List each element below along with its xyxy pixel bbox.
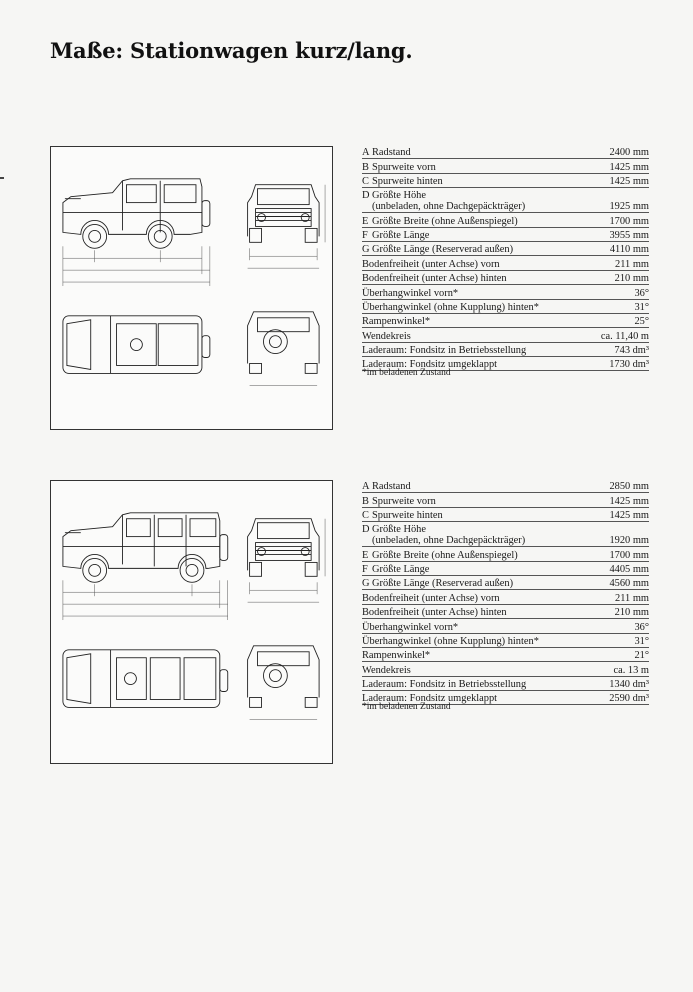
vehicle-drawing-long bbox=[51, 481, 332, 763]
footnote: *im beladenen Zustand bbox=[362, 368, 451, 378]
table-row: B Spurweite vorn 1425 mm bbox=[362, 159, 649, 173]
table-row: C Spurweite hinten 1425 mm bbox=[362, 507, 649, 521]
table-row: E Größte Breite (ohne Außenspiegel) 1700 mm bbox=[362, 213, 649, 227]
table-row: A Radstand 2850 mm bbox=[362, 479, 649, 493]
table-row: Überhangwinkel (ohne Kupplung) hinten* 31° bbox=[362, 299, 649, 313]
table-row: C Spurweite hinten 1425 mm bbox=[362, 173, 649, 187]
table-row: F Größte Länge 4405 mm bbox=[362, 561, 649, 575]
table-row: Überhangwinkel vorn* 36° bbox=[362, 285, 649, 299]
table-row: D Größte Höhe (unbeladen, ohne Dachgepäckträger) 1920 mm bbox=[362, 522, 649, 547]
footnote: *im beladenen Zustand bbox=[362, 702, 451, 712]
table-row: G Größte Länge (Reserverad außen) 4560 mm bbox=[362, 575, 649, 589]
table-row: B Spurweite vorn 1425 mm bbox=[362, 493, 649, 507]
drawing-short-wagon bbox=[50, 146, 333, 430]
table-row: Bodenfreiheit (unter Achse) vorn 211 mm bbox=[362, 590, 649, 604]
table-row: Bodenfreiheit (unter Achse) vorn 211 mm bbox=[362, 256, 649, 270]
table-row: Bodenfreiheit (unter Achse) hinten 210 mm bbox=[362, 270, 649, 284]
page-title: Maße: Stationwagen kurz/lang. bbox=[50, 38, 413, 63]
table-row: Laderaum: Fondsitz in Betriebsstellung 743 dm³ bbox=[362, 342, 649, 356]
table-row: Rampenwinkel* 21° bbox=[362, 647, 649, 661]
table-row: Rampenwinkel* 25° bbox=[362, 313, 649, 327]
table-row: Laderaum: Fondsitz umgeklappt 2590 dm³ bbox=[362, 691, 649, 705]
table-row: Laderaum: Fondsitz umgeklappt 1730 dm³ bbox=[362, 357, 649, 371]
table-row: D Größte Höhe (unbeladen, ohne Dachgepäckträger) 1925 mm bbox=[362, 188, 649, 213]
table-row: Bodenfreiheit (unter Achse) hinten 210 mm bbox=[362, 604, 649, 618]
vehicle-drawing-short bbox=[51, 147, 332, 429]
table-row: G Größte Länge (Reserverad außen) 4110 mm bbox=[362, 241, 649, 255]
table-row: F Größte Länge 3955 mm bbox=[362, 227, 649, 241]
table-row: Wendekreis ca. 11,40 m bbox=[362, 328, 649, 342]
table-row: Überhangwinkel (ohne Kupplung) hinten* 31° bbox=[362, 633, 649, 647]
edge-mark bbox=[0, 177, 4, 179]
spec-table-short bbox=[362, 145, 649, 371]
drawing-long-wagon bbox=[50, 480, 333, 764]
table-row: Überhangwinkel vorn* 36° bbox=[362, 619, 649, 633]
table-row: E Größte Breite (ohne Außenspiegel) 1700 mm bbox=[362, 547, 649, 561]
table-row: Wendekreis ca. 13 m bbox=[362, 662, 649, 676]
table-row: A Radstand 2400 mm bbox=[362, 145, 649, 159]
table-row: Laderaum: Fondsitz in Betriebsstellung 1340 dm³ bbox=[362, 676, 649, 690]
spec-table-long bbox=[362, 479, 649, 705]
